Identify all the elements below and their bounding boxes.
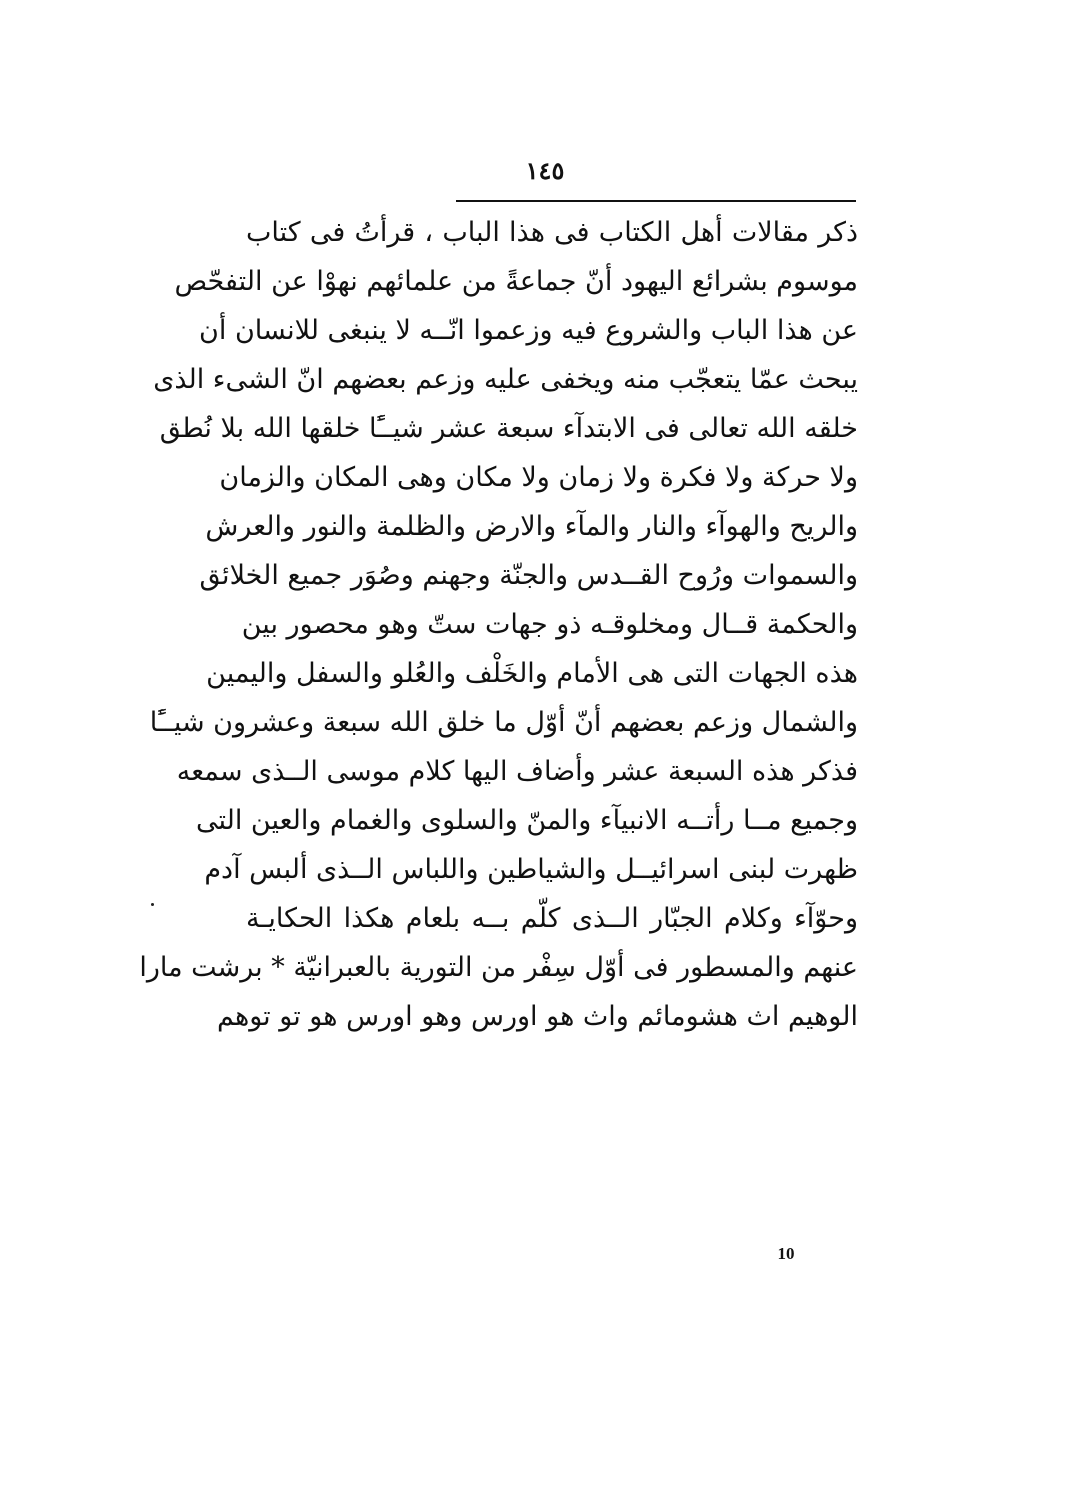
margin-speck bbox=[151, 903, 154, 906]
text-line: يبحث عمّا يتعجّب منه ويخفى عليه وزعم بعضهم انّ الشىء الذى bbox=[153, 364, 858, 395]
page-number: ١٤٥ bbox=[525, 156, 565, 185]
text-line: والحكمة قــال ومخلوقـه ذو جهات ستّ وهو محصور بين bbox=[241, 609, 858, 640]
printer-signature-mark: 10 bbox=[777, 1244, 795, 1263]
text-line: ظهرت لبنى اسرائيــل والشياطين واللباس الــذى ألبس آدم bbox=[204, 854, 858, 885]
text-line: وحوّآء وكلام الجبّار الــذى كلّم بــه بلعام هكذا الحكايـة bbox=[246, 903, 858, 934]
text-line: ذكر مقالات أهل الكتاب فى هذا الباب ، قرأتُ فى كتاب bbox=[246, 217, 858, 248]
body-text bbox=[139, 208, 858, 1041]
text-line: والريح والهوآء والنار والمآء والارض والظلمة والنور والعرش bbox=[205, 511, 858, 542]
text-line: عن هذا الباب والشروع فيه وزعموا انّــه لا ينبغى للانسان أن bbox=[199, 315, 858, 346]
text-line: فذكر هذه السبعة عشر وأضاف اليها كلام موسى الــذى سمعه bbox=[176, 756, 858, 787]
text-line: والسموات ورُوح القــدس والجنّة وجهنم وصُوَر جميع الخلائق bbox=[199, 560, 858, 591]
text-line: والشمال وزعم بعضهم أنّ أوّل ما خلق الله سبعة وعشرون شيــًٔا bbox=[149, 707, 858, 738]
text-line: وجميع مــا رأتــه الانبيآء والمنّ والسلوى والغمام والعين التى bbox=[195, 805, 858, 836]
text-line: هذه الجهات التى هى الأمام والخَلْف والعُلو والسفل واليمين bbox=[206, 658, 858, 689]
text-line: الوهيم اث هشومائم واث هو اورس وهو اورس هو تو توهم bbox=[217, 1001, 858, 1032]
text-line: موسوم بشرائع اليهود أنّ جماعةً من علمائهم نهوْا عن التفحّص bbox=[174, 266, 858, 297]
header-rule bbox=[456, 200, 856, 202]
text-line: عنهم والمسطور فى أوّل سِفْر من التورية بالعبرانيّة * برشت مارا bbox=[139, 952, 858, 983]
text-line: ولا حركة ولا فكرة ولا زمان ولا مكان وهى المكان والزمان bbox=[219, 462, 858, 493]
text-line: خلقه الله تعالى فى الابتدآء سبعة عشر شيــًٔا خلقها الله بلا نُطق bbox=[159, 413, 858, 444]
